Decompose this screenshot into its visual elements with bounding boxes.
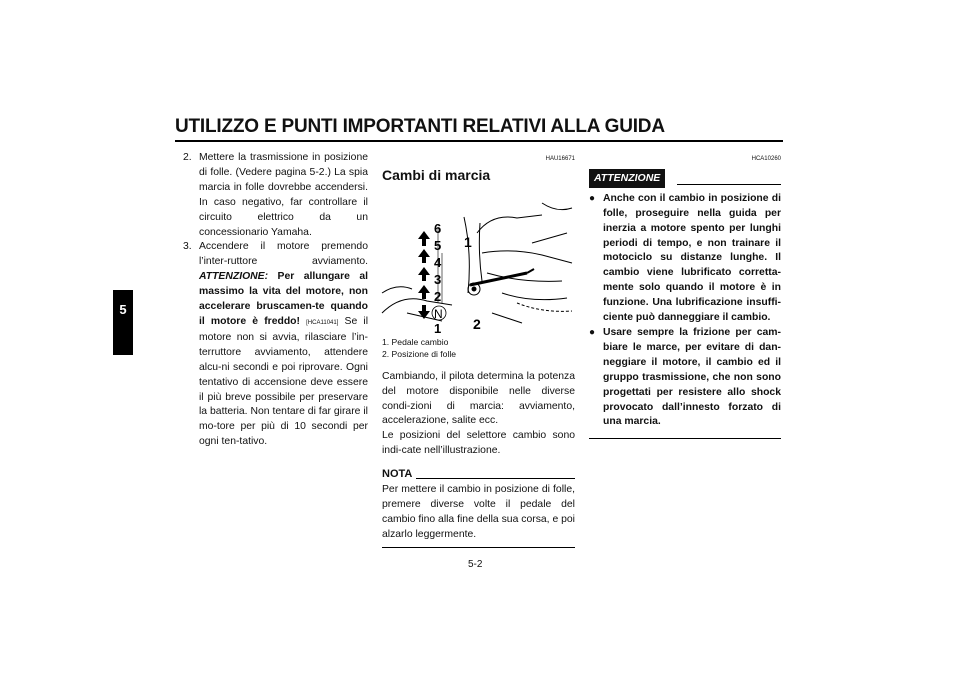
column-middle <box>382 152 575 548</box>
attention-label: ATTENZIONE <box>589 169 665 188</box>
chapter-tab: 5 <box>113 290 133 355</box>
gear-label: 2 <box>434 288 442 304</box>
gear-label: 4 <box>434 254 442 270</box>
column-left <box>183 151 368 450</box>
bullet-icon: ● <box>589 326 596 338</box>
divider <box>382 547 575 548</box>
title-rule <box>175 140 783 142</box>
list-item-text: Accendere il motore premendo l’inter-ruttore avviamento. <box>199 241 368 268</box>
paragraph: Le posizioni del selettore cambio sono indi-cate nell’illustrazione. <box>382 430 575 457</box>
nota-header <box>382 467 575 482</box>
gear-label: 3 <box>434 271 442 287</box>
divider <box>677 184 781 185</box>
warning-code: [HCA11041] <box>306 319 339 326</box>
paragraph: Cambiando, il pilota determina la potenza del motore disponibile nelle diverse condi-zioni di marcia: avviamento, accelerazione, salite ecc. <box>382 370 575 427</box>
attention-header <box>589 169 781 188</box>
gear-label: 5 <box>434 237 442 253</box>
list-item-body <box>199 240 368 450</box>
nota-text: Per mettere il cambio in posizione di folle, premere diverse volte il pedale del cambio fino alla fine della sua corsa, e poi alzarlo leggermente. <box>382 484 575 540</box>
figure-caption: 1. Pedale cambio <box>382 336 449 347</box>
shift-up-arrow-icon <box>418 249 430 263</box>
list-item <box>183 151 368 240</box>
list-item <box>183 240 368 450</box>
warning-label: ATTENZIONE: <box>199 271 269 283</box>
list-item-text: Mettere la trasmissione in posizione di folle. (Vedere pagina 5-2.) La spia marcia in folle dovrebbe accendersi. In caso negativo, far controllare il circuito elettrico da un concessionario Yamaha. <box>199 152 368 238</box>
section-heading: Cambi di marcia <box>382 166 491 183</box>
figure-caption: 2. Posizione di folle <box>382 348 457 359</box>
gear-label: 1 <box>434 320 442 336</box>
list-item-number: 3. <box>183 241 192 253</box>
list-item-number: 2. <box>183 152 192 163</box>
bullet-icon: ● <box>589 192 596 204</box>
neutral-label: N <box>434 306 443 321</box>
callout-number: 1 <box>464 233 472 250</box>
list-item <box>589 326 781 430</box>
nota-label: NOTA <box>382 468 413 481</box>
gear-label: 6 <box>434 220 442 236</box>
shift-up-arrow-icon <box>418 285 430 299</box>
page-number: 5-2 <box>468 559 483 570</box>
page-title: UTILIZZO E PUNTI IMPORTANTI RELATIVI ALLA GUIDA <box>175 116 665 137</box>
list-item <box>589 192 781 326</box>
list-item-text: Usare sempre la frizione per cam-biare le marce, per evitare di dan-neggiare il motore, il cambio ed il gruppo trasmissione, che non sono progettati per resistere allo shock provocato dall’innesto forzato di una marcia. <box>603 326 781 428</box>
section-code: HCA10260 <box>751 156 781 162</box>
list-item-text: Anche con il cambio in posizione di folle, proseguire nella guida per inerzia a motore spento per lunghi periodi di tempo, e non trainare il motociclo su distanze lunghe. Il cambio viene lubrificato corretta-mente solo quando il motore è in funzione. Una lubrificazione insuffi-ciente può danneggiare il cambio. <box>603 192 781 324</box>
callout-number: 2 <box>473 315 481 332</box>
shift-down-arrow-icon <box>418 305 430 319</box>
shift-up-arrow-icon <box>418 231 430 246</box>
column-right <box>589 152 781 439</box>
section-code: HAU16671 <box>545 156 575 162</box>
gear-shift-illustration <box>382 193 574 336</box>
divider <box>589 438 781 439</box>
divider <box>416 478 575 479</box>
warning-text: Per allungare al massimo la vita del motore, non accelerare bruscamen-te quando il motore è freddo! <box>199 271 368 327</box>
list-item-text-after: Se il motore non si avvia, rilasciare l’in-terruttore avviamento, attendere alcu-ni secondi e poi riprovare. Ogni tentativo di accensione deve essere il più breve possibile per preservare la batteria. Non tentare di far girare il mo-tore per più di 10 secondi per ogni ten-tativo. <box>199 315 369 448</box>
attention-list <box>589 192 781 431</box>
shift-up-arrow-icon <box>418 267 430 281</box>
